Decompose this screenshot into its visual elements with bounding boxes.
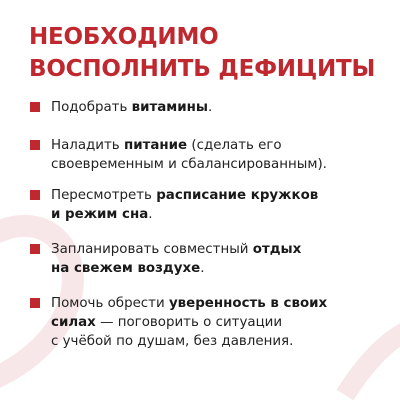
text-regular: (сделать его <box>187 138 282 153</box>
list-item-text <box>51 186 391 224</box>
text-regular: Наладить <box>51 138 124 153</box>
text-bold: отдых <box>252 242 302 257</box>
text-bold: уверенность в своих <box>168 296 328 311</box>
text-regular: Запланировать совместный <box>51 242 253 257</box>
text-regular: Пересмотреть <box>51 188 157 203</box>
list-item-text <box>51 98 391 117</box>
list-item-line: своевременным и сбалансированным). <box>51 157 327 172</box>
page-title <box>29 21 375 85</box>
text-bold: силах <box>51 315 96 330</box>
text-bold: питание <box>123 138 188 153</box>
text-regular: . <box>200 261 205 276</box>
text-regular: — поговорить о ситуации <box>95 315 283 330</box>
text-bold: витамины <box>131 100 208 115</box>
square-bullet-icon <box>30 102 40 112</box>
list-item-line <box>51 259 391 278</box>
square-bullet-icon <box>30 190 40 200</box>
title-line-2: ВОСПОЛНИТЬ ДЕФИЦИТЫ <box>29 56 376 82</box>
list-item-line: с учёбой по душам, без давления. <box>51 334 294 349</box>
list-item-line <box>51 205 391 224</box>
list-item-text <box>51 136 391 174</box>
text-regular: . <box>148 207 153 222</box>
text-bold: на свежем воздухе <box>51 261 201 276</box>
list-item-line <box>51 313 391 332</box>
text-regular: Подобрать <box>51 100 132 115</box>
square-bullet-icon <box>30 298 40 308</box>
text-regular: . <box>207 100 213 115</box>
list-item-text <box>51 294 391 351</box>
title-line-1: НЕОБХОДИМО <box>29 24 219 50</box>
list-item-line <box>51 240 391 259</box>
text-bold: расписание кружков <box>156 188 319 203</box>
list-item-line <box>51 98 391 117</box>
text-bold: и режим сна <box>51 207 149 222</box>
text-regular: Помочь обрести <box>51 296 169 311</box>
list-item-text <box>51 240 391 278</box>
list-item-line <box>51 294 391 313</box>
list-item-line <box>51 136 391 155</box>
square-bullet-icon <box>30 140 40 150</box>
square-bullet-icon <box>30 244 40 254</box>
list-item-line <box>51 186 391 205</box>
